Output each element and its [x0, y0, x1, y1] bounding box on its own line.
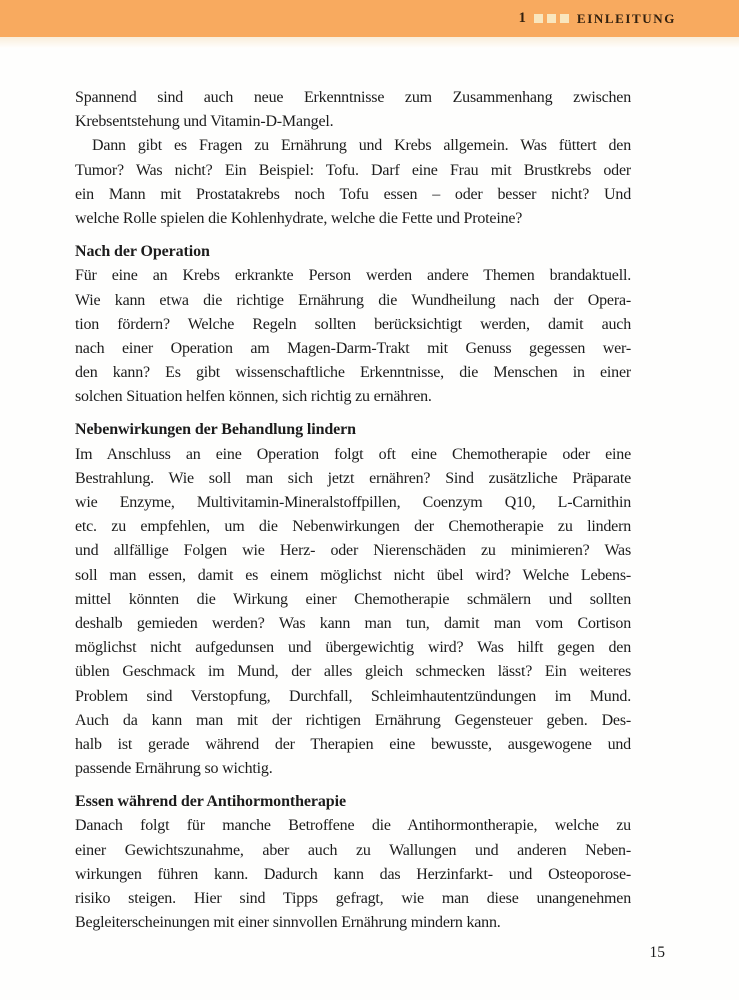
text-line: den kann? Es gibt wissenschaftliche Erkenntnisse, die Menschen in einer — [75, 364, 631, 382]
text-line: Krebsentstehung und Vitamin-D-Mangel. — [75, 113, 334, 131]
text-line: wirkungen führen kann. Dadurch kann das Herzinfarkt- und Osteoporose- — [75, 865, 631, 883]
text-line: solchen Situation helfen können, sich richtig zu ernähren. — [75, 388, 432, 406]
paragraph — [75, 443, 631, 782]
paragraph — [75, 264, 631, 409]
text-line: welche Rolle spielen die Kohlenhydrate, welche die Fette und Proteine? — [75, 209, 523, 227]
square-marker-icon — [547, 14, 556, 23]
text-line: passende Ernährung so wichtig. — [75, 760, 273, 778]
chapter-number: 1 — [518, 10, 526, 26]
paragraph — [75, 86, 631, 134]
content-area — [75, 86, 631, 935]
text-line: wie Enzyme, Multivitamin-Mineralstoffpillen, Coenzym Q10, L-Carnithin — [75, 494, 631, 511]
text-line: Problem sind Verstopfung, Durchfall, Schleimhautentzündungen im Mund. — [75, 687, 631, 705]
page-number: 15 — [649, 944, 665, 961]
text-line: Spannend sind auch neue Erkenntnisse zum Zusammenhang zwischen — [75, 89, 631, 106]
section-heading: Essen während der Antihormontherapie — [75, 793, 346, 811]
band-shadow — [0, 37, 739, 48]
chapter-header-band — [0, 0, 739, 37]
square-marker-icon — [534, 14, 543, 23]
chapter-title: EINLEITUNG — [576, 10, 676, 26]
text-line: einer Gewichtszunahme, aber auch zu Wallungen und anderen Neben- — [75, 841, 631, 859]
text-line: Bestrahlung. Wie soll man sich jetzt ernähren? Sind zusätzliche Präparate — [75, 469, 631, 487]
text-line: deshalb gemieden werden? Was kann man tun, damit man vom Cortison — [75, 614, 631, 632]
text-line: nach einer Operation am Magen-Darm-Trakt mit Genuss gegessen wer- — [75, 339, 631, 357]
text-line: mittel könnten die Wirkung einer Chemotherapie schmälern und sollten — [75, 590, 631, 608]
text-line: Im Anschluss an eine Operation folgt oft eine Chemotherapie oder eine — [75, 445, 631, 463]
text-line: und allfällige Folgen wie Herz- oder Nierenschäden zu minimieren? Was — [75, 542, 631, 560]
chapter-header — [519, 0, 676, 37]
text-line: etc. zu empfehlen, um die Nebenwirkungen der Chemotherapie zu lindern — [75, 518, 631, 536]
text-line: Auch da kann man mit der richtigen Ernährung Gegensteuer geben. Des- — [75, 711, 631, 729]
square-marker-icon — [560, 14, 569, 23]
text-line: ein Mann mit Prostatakrebs noch Tofu essen – oder besser nicht? Und — [75, 185, 631, 203]
text-line: Tumor? Was nicht? Ein Beispiel: Tofu. Darf eine Frau mit Brustkrebs oder — [75, 161, 631, 179]
section-heading: Nach der Operation — [75, 243, 210, 261]
text-line: soll man essen, damit es einem möglichst nicht übel wird? Welche Lebens- — [75, 566, 631, 584]
text-line: Wie kann etwa die richtige Ernährung die Wundheilung nach der Opera- — [75, 291, 631, 309]
text-line: tion fördern? Welche Regeln sollten berücksichtigt werden, damit auch — [75, 315, 631, 333]
text-line: halb ist gerade während der Therapien eine bewusste, ausgewogene und — [75, 735, 631, 753]
paragraph — [75, 814, 631, 935]
text-line: Begleiterscheinungen mit einer sinnvollen Ernährung mindern kann. — [75, 914, 501, 932]
chapter-marker-squares — [534, 14, 569, 23]
text-line: risiko steigen. Hier sind Tipps gefragt, wie man diese unangenehmen — [75, 890, 631, 907]
text-line: möglichst nicht aufgedunsen und übergewichtig wird? Was hilft gegen den — [75, 639, 631, 657]
section-heading: Nebenwirkungen der Behandlung lindern — [75, 421, 356, 439]
text-line: Dann gibt es Fragen zu Ernährung und Krebs allgemein. Was füttert den — [92, 137, 631, 155]
paragraph — [75, 134, 631, 231]
text-line: Für eine an Krebs erkrankte Person werden andere Themen brandaktuell. — [75, 267, 631, 285]
text-line: üblen Geschmack im Mund, der alles gleich schmecken lässt? Ein weiteres — [75, 663, 631, 681]
text-line: Danach folgt für manche Betroffene die Antihormontherapie, welche zu — [75, 817, 631, 835]
